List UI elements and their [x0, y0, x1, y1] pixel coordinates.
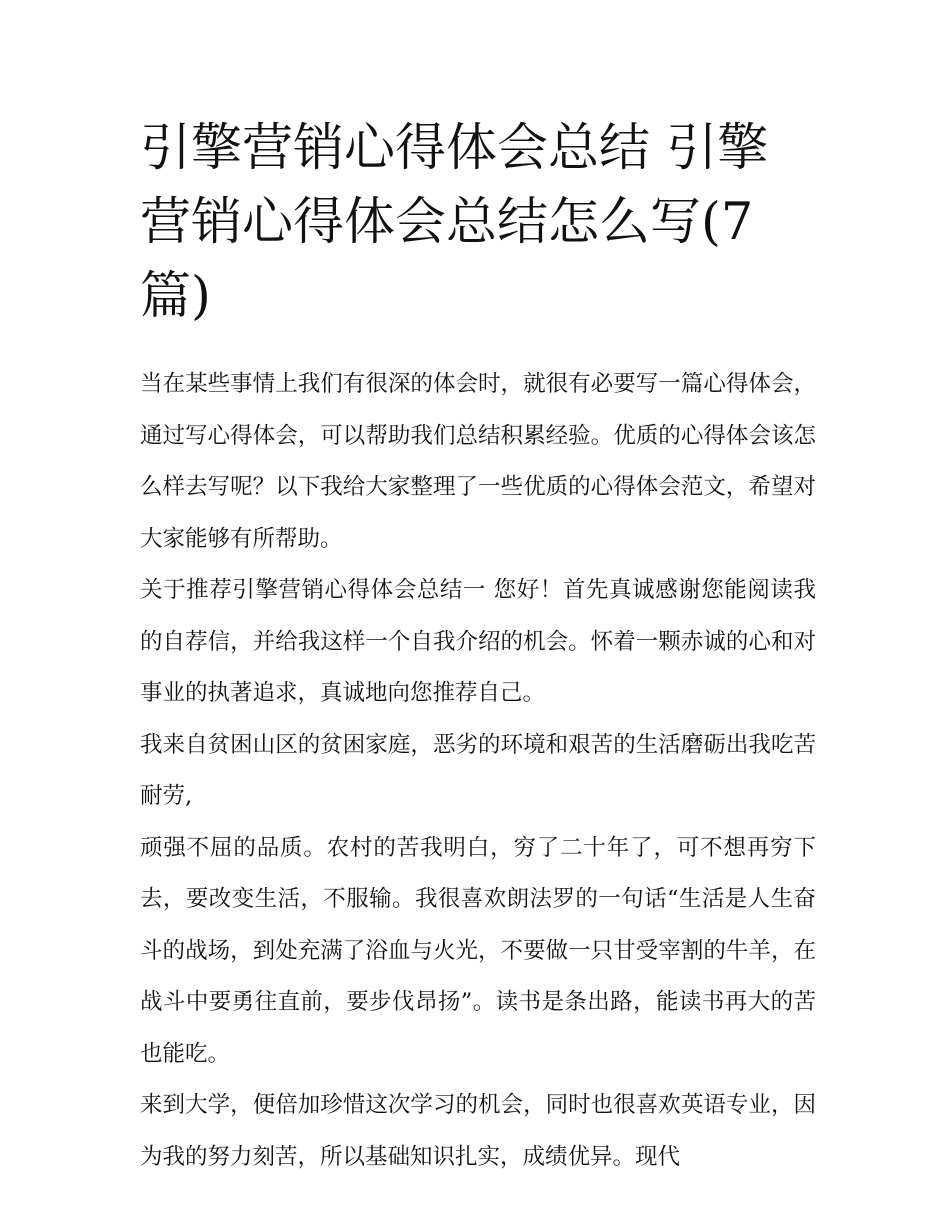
paragraph-self-recommendation: 关于推荐引擎营销心得体会总结一 您好！首先真诚感谢您能阅读我的自荐信，并给我这样一个自我介绍的机会。怀着一颗赤诚的心和对事业的执著追求，真诚地向您推荐自己。 [140, 577, 816, 706]
paragraph-background: 我来自贫困山区的贫困家庭，恶劣的环境和艰苦的生活磨砺出我吃苦耐劳, [140, 731, 816, 809]
document-body [140, 359, 816, 1183]
paragraph-university: 来到大学，便倍加珍惜这次学习的机会，同时也很喜欢英语专业，因为我的努力刻苦，所以基础知识扎实，成绩优异。现代 [140, 1092, 816, 1170]
document-title: 引擎营销心得体会总结 引擎营销心得体会总结怎么写(7篇) [140, 119, 769, 326]
document-content [140, 112, 816, 1183]
paragraph-character: 顽强不屈的品质。农村的苦我明白，穷了二十年了，可不想再穷下去，要改变生活，不服输。我很喜欢朗法罗的一句话“生活是人生奋斗的战场，到处充满了浴血与火光，不要做一只甘受宰割的牛羊，在战斗中要勇往直前，要步伐昂扬”。读书是条出路，能读书再大的苦也能吃。 [140, 834, 816, 1067]
paragraph-intro: 当在某些事情上我们有很深的体会时，就很有必要写一篇心得体会，通过写心得体会，可以帮助我们总结积累经验。优质的心得体会该怎么样去写呢？以下我给大家整理了一些优质的心得体会范文，希望对大家能够有所帮助。 [140, 371, 816, 552]
